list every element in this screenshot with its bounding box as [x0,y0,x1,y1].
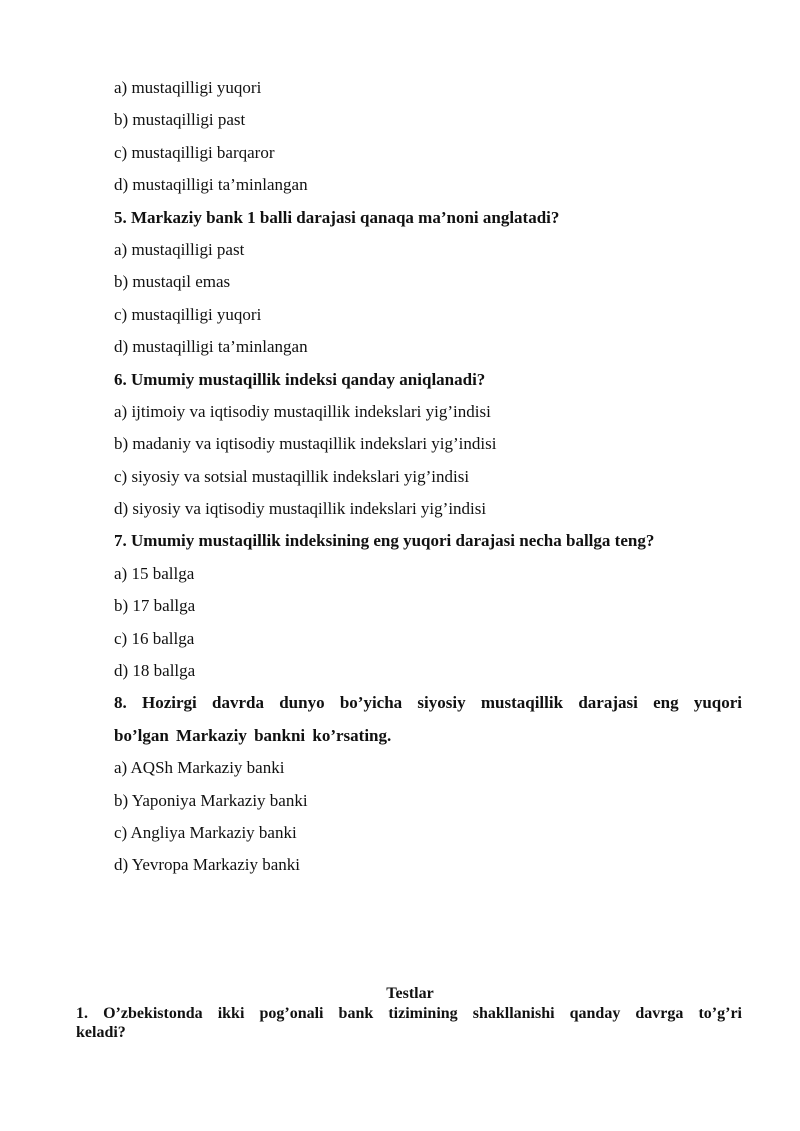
q6-option-d: d) siyosiy va iqtisodiy mustaqillik indekslari yig’indisi [114,499,487,519]
option-a: a) mustaqilligi yuqori [114,78,262,97]
question-8 [114,687,742,752]
question-6: 6. Umumiy mustaqillik indeksi qanday aniqlanadi? [114,369,486,389]
q7-option-d: d) 18 ballga [114,661,196,681]
question-5: 5. Markaziy bank 1 balli darajasi qanaqa ma’noni anglatadi? [114,207,560,227]
q7-option-c: c) 16 ballga [114,628,195,648]
test-question-1-line-2: keladi? [76,1024,126,1041]
q7-option-b: b) 17 ballga [114,596,196,616]
q5-option-c: c) mustaqilligi yuqori [114,304,262,324]
q5-option-d: d) mustaqilligi ta’minlangan [114,337,308,357]
question-7: 7. Umumiy mustaqillik indeksining eng yuqori darajasi necha ballga teng? [114,531,655,551]
q8-option-c: c) Angliya Markaziy banki [114,822,297,842]
q7-option-a: a) 15 ballga [114,563,195,583]
option-d: d) mustaqilligi ta’minlangan [114,175,308,195]
question-block [114,72,742,882]
q5-option-a: a) mustaqilligi past [114,239,245,259]
q6-option-a: a) ijtimoiy va iqtisodiy mustaqillik indekslari yig’indisi [114,401,491,421]
test-question-1 [76,1004,742,1042]
q5-option-b: b) mustaqil emas [114,272,231,292]
question-8-line-2: bo’lgan Markaziy bankni ko’rsating. [114,725,392,745]
q6-option-c: c) siyosiy va sotsial mustaqillik indekslari yig’indisi [114,466,470,486]
q6-option-b: b) madaniy va iqtisodiy mustaqillik indekslari yig’indisi [114,434,497,454]
q8-option-b: b) Yaponiya Markaziy banki [114,790,308,810]
option-b: b) mustaqilligi past [114,110,246,130]
test-question-1-line-1: 1. O’zbekistonda ikki pog’onali bank tizimining shakllanishi qanday davrga to’g’ri [76,1005,742,1022]
question-8-line-1: 8. Hozirgi davrda dunyo bo’yicha siyosiy mustaqillik darajasi eng yuqori [114,693,742,713]
option-c: c) mustaqilligi barqaror [114,142,275,162]
q8-option-d: d) Yevropa Markaziy banki [114,855,301,875]
section-title-testlar: Testlar [386,985,434,1002]
q8-option-a: a) AQSh Markaziy banki [114,758,285,778]
